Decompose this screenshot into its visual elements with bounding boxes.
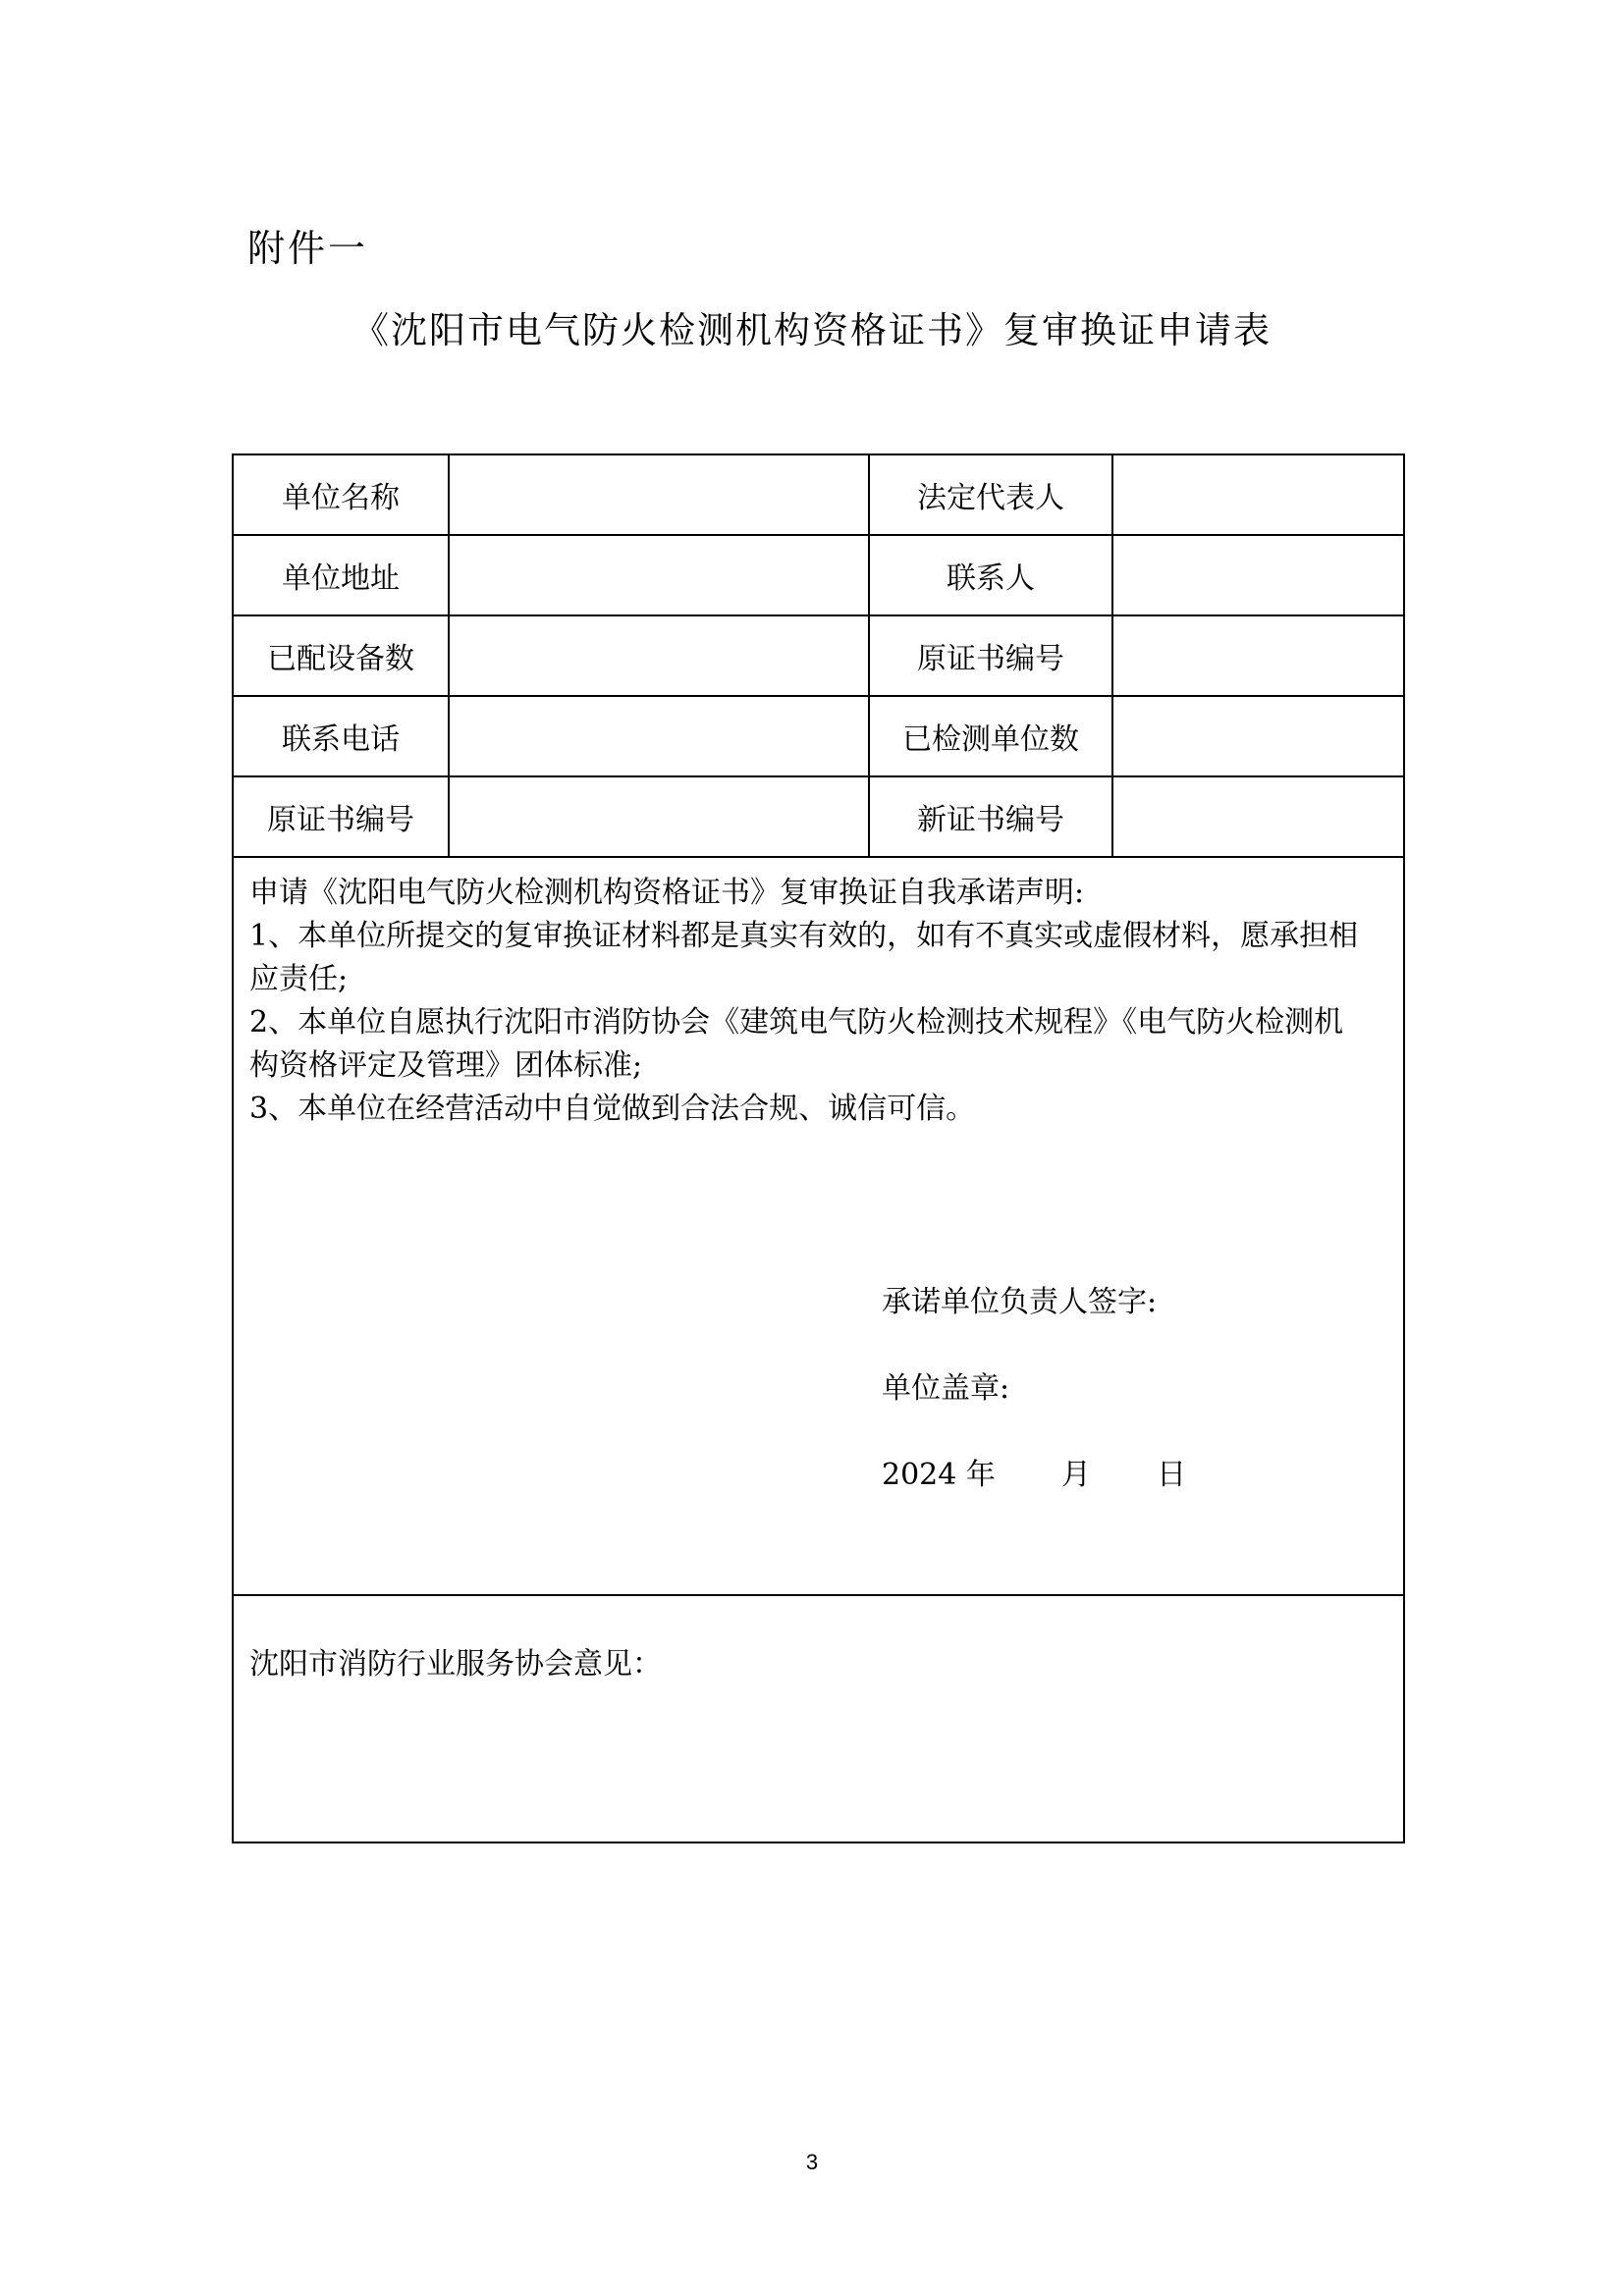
form-row [233,696,1404,776]
signature-label: 承诺单位负责人签字: [882,1285,1158,1319]
application-form [232,454,1405,1843]
association-opinion-label: 沈阳市消防行业服务协会意见： [249,1647,662,1682]
opinion-row [233,1595,1404,1842]
seal-label: 单位盖章: [882,1371,1010,1406]
unit-name-label: 单位名称 [233,454,449,535]
commitment-line: 应责任; [249,962,349,996]
commitment-cell [233,857,1404,1595]
attachment-label: 附件一 [247,227,369,270]
new-certificate-no-label: 新证书编号 [869,776,1112,857]
inspected-units-count-field[interactable] [1112,696,1404,776]
date-day: 日 [1157,1458,1187,1492]
commitment-line: 申请《沈阳电气防火检测机构资格证书》复审换证自我承诺声明: [249,876,1085,910]
unit-address-field[interactable] [449,535,869,615]
date-year: 2024 年 [882,1458,996,1492]
new-certificate-no-field[interactable] [1112,776,1404,857]
commitment-statement [234,858,1403,1131]
unit-name-field[interactable] [449,454,869,535]
original-certificate-no-field[interactable] [1112,615,1404,696]
form-row [233,535,1404,615]
signature-block [882,1283,1186,1542]
contact-person-field[interactable] [1112,535,1404,615]
form-row [233,615,1404,696]
contact-phone-field[interactable] [449,696,869,776]
form-row [233,454,1404,535]
legal-representative-label: 法定代表人 [869,454,1112,535]
contact-person-label: 联系人 [869,535,1112,615]
date-month: 月 [1060,1458,1091,1492]
original-certificate-no-label: 原证书编号 [869,615,1112,696]
page-title: 《沈阳市电气防火检测机构资格证书》复审换证申请表 [352,309,1272,351]
opinion-cell[interactable] [233,1595,1404,1842]
commitment-line: 3、本单位在经营活动中自觉做到合法合规、诚信可信。 [249,1092,976,1126]
commitment-line: 1、本单位所提交的复审换证材料都是真实有效的，如有不真实或虚假材料，愿承担相 [249,919,1359,953]
original-certificate-no-field-2[interactable] [449,776,869,857]
date-line [882,1456,1186,1542]
original-certificate-no-label-2: 原证书编号 [233,776,449,857]
equipment-count-field[interactable] [449,615,869,696]
commitment-line: 构资格评定及管理》团体标准; [249,1048,643,1083]
commitment-row [233,857,1404,1595]
equipment-count-label: 已配设备数 [233,615,449,696]
commitment-line: 2、本单位自愿执行沈阳市消防协会《建筑电气防火检测技术规程》《电气防火检测机 [249,1005,1344,1040]
unit-address-label: 单位地址 [233,535,449,615]
page-number: 3 [805,2150,819,2174]
contact-phone-label: 联系电话 [233,696,449,776]
form-row [233,776,1404,857]
legal-representative-field[interactable] [1112,454,1404,535]
inspected-units-count-label: 已检测单位数 [869,696,1112,776]
